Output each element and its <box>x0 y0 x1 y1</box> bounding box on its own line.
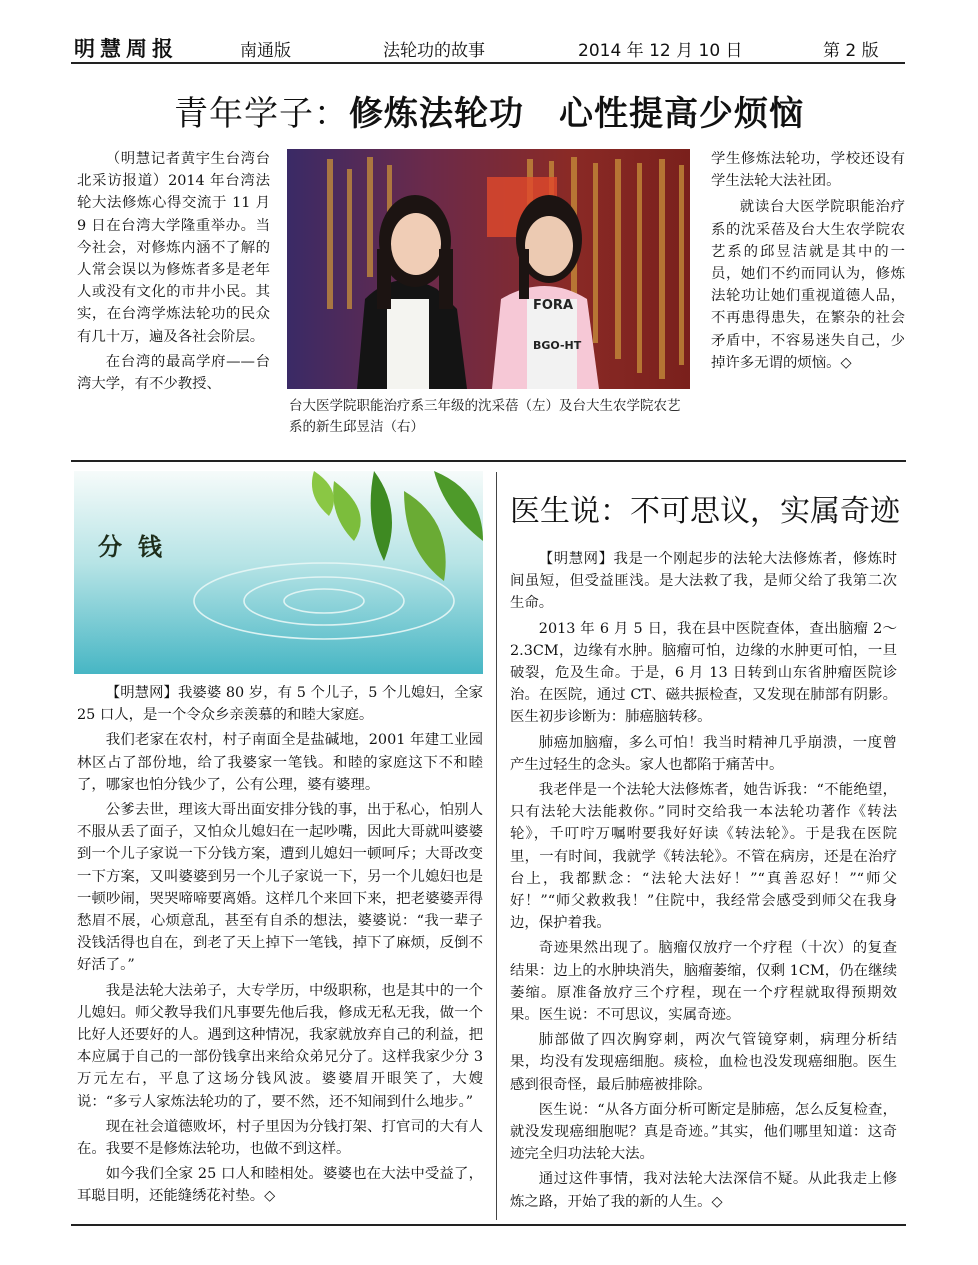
article1-title-main: 修炼法轮功 心性提高少烦恼 <box>349 94 804 134</box>
article1-left-column <box>77 148 270 395</box>
shirt-print-1: FORA <box>533 298 574 313</box>
issue-date: 2014 年 12 月 10 日 <box>578 41 743 61</box>
article3-paragraph: 我老伴是一个法轮大法修炼者，她告诉我：“不能绝望，只有法轮大法能救你。”同时交给我一本法轮功著作《转法轮》，千叮咛万嘱咐要我好好读《转法轮》。于是我在医院里，一有时间，我就学《转法轮》。不管在病房，还是在治疗台上，我都默念：“法轮大法好！”“真善忍好！”“师父好！”“师父救救我！”住院中，我经常会感受到师父在我身边，保护着我。 <box>510 782 897 932</box>
article1-right-column <box>711 148 905 374</box>
article3-paragraph: 肺部做了四次胸穿刺，两次气管镜穿刺，病理分析结果，均没有发现癌细胞。痰检，血检也没发现癌细胞。医生感到很奇怪，最后肺癌被排除。 <box>510 1032 897 1093</box>
article3-body <box>510 548 897 1213</box>
article2-paragraph: 我们老家在农村，村子南面全是盐碱地，2001 年建工业园林区占了部份地，给了我婆家一笔钱。和睦的家庭这下不和睦了，哪家也怕分钱少了，公有公理，婆有婆理。 <box>77 732 483 793</box>
article3-paragraph: 医生说：“从各方面分析可断定是肺癌，怎么反复检查，就没发现癌细胞呢？真是奇迹。”其实，他们哪里知道：这奇迹完全归功法轮大法。 <box>510 1101 897 1163</box>
edition-label: 南通版 <box>240 41 291 61</box>
article2-paragraph: 【明慧网】我婆婆 80 岁，有 5 个儿子，5 个儿媳妇，全家 25 口人，是一个令众乡亲羡慕的和睦大家庭。 <box>77 685 483 724</box>
article1-paragraph: （明慧记者黄宇生台湾台北采访报道）2014 年台湾法轮大法修炼心得交流于 11 月 9 日在台湾大学隆重举办。当今社会，对修炼内涵不了解的人常会误以为修炼者多是老年人或没有文化的市井小民。其实，在台湾学炼法轮功的民众有几十万，遍及各社会阶层。 <box>77 151 270 345</box>
article2-paragraph: 我是法轮大法弟子，大专学历，中级职称，也是其中的一个儿媳妇。师父教导我们凡事要先他后我，修成无私无我，做一个比好人还要好的人。遇到这种情况，我家就放弃自己的利益，把本应属于自己的一部份钱拿出来给众弟兄分了。这样我家少分 3 万元左右，平息了这场分钱风波。婆婆眉开眼笑了，大嫂说：“多亏人家炼法轮功的了，要不然，还不知闹到什么地步。” <box>77 982 483 1110</box>
shirt-print-2: BGO-HT <box>533 339 582 352</box>
section-divider <box>71 460 906 462</box>
article3-title-main: 不可思议，实属奇迹 <box>630 494 900 529</box>
article2-paragraph: 如今我们全家 25 口人和睦相处。婆婆也在大法中受益了，耳聪目明，还能缝绣花衬垫。◇ <box>77 1166 483 1205</box>
footer-rule <box>71 1224 906 1226</box>
article2-banner-label: 分钱 <box>98 532 178 561</box>
article3-title <box>510 486 900 530</box>
article1-paragraph: 就读台大医学院职能治疗系的沈采蓓及台大生农学院农艺系的邱昱洁就是其中的一员，她们不约而同认为，修炼法轮功让她们重视道德人品，不再患得患失，在繁杂的社会矛盾中，不容易迷失自己，少掉许多无谓的烦恼。◇ <box>711 199 905 371</box>
masthead: 明慧周报 <box>74 37 178 61</box>
article3-paragraph: 【明慧网】我是一个刚起步的法轮大法修炼者，修炼时间虽短，但受益匪浅。是大法救了我，是师父给了我第二次生命。 <box>510 551 897 612</box>
article3-paragraph: 通过这件事情，我对法轮大法深信不疑。从此我走上修炼之路，开始了我的新的人生。◇ <box>510 1171 897 1210</box>
article1-photo-caption: 台大医学院职能治疗系三年级的沈采蓓（左）及台大生农学院农艺系的新生邱昱洁（右） <box>289 398 681 435</box>
article3-title-prefix: 医生说： <box>510 494 630 529</box>
section-label: 法轮功的故事 <box>383 41 485 61</box>
header-rule <box>71 62 905 64</box>
article1-paragraph: 学生修炼法轮功，学校还设有学生法轮大法社团。 <box>711 151 905 190</box>
article1-title-prefix: 青年学子： <box>174 94 349 134</box>
article3-paragraph: 2013 年 6 月 5 日，我在县中医院查体，查出脑瘤 2～2.3CM，边缘有水肿。脑瘤可怕，边缘的水肿更可怕，一旦破裂，危及生命。于是，6 月 13 日转到山东省肿瘤医院诊治。在医院，通过 CT、磁共振检查，又发现在肺部有阴影。医生初步诊断为：肺癌脑转移。 <box>510 620 897 726</box>
page-number: 第 2 版 <box>823 41 879 61</box>
article2-paragraph: 公爹去世，理该大哥出面安排分钱的事，出于私心，怕别人不服从丢了面子，又怕众儿媳妇在一起吵嘴，因此大哥就叫婆婆到一个儿子家说一下分钱方案，遭到儿媳妇一顿呵斥；大哥改变一下方案，又叫婆婆到另一个儿子家说一下，另一个儿媳妇也是一顿吵闹，哭哭啼啼要离婚。这样几个来回下来，把老婆婆弄得愁眉不展，心烦意乱，甚至有自杀的想法，婆婆说：“我一辈子没钱活得也自在，到老了天上掉下一笔钱，掉下了麻烦，反倒不好活了。” <box>77 802 483 974</box>
article1-paragraph: 在台湾的最高学府——台湾大学，有不少教授、 <box>77 353 270 393</box>
article1-title <box>0 86 978 135</box>
article1-photo <box>287 149 690 389</box>
article2-banner <box>74 471 483 674</box>
article3-paragraph: 奇迹果然出现了。脑瘤仅放疗一个疗程（十次）的复查结果：边上的水肿块消失，脑瘤萎缩，仅剩 1CM，仍在继续萎缩。原准备放疗三个疗程，现在一个疗程就取得预期效果。医生说：不可思议，实属奇迹。 <box>510 940 897 1024</box>
column-divider <box>496 472 497 1220</box>
article2-body <box>77 682 483 1208</box>
article3-paragraph: 肺癌加脑瘤，多么可怕！我当时精神几乎崩溃，一度曾产生过轻生的念头。家人也都陷于痛苦中。 <box>510 734 897 773</box>
article2-paragraph: 现在社会道德败坏，村子里因为分钱打架、打官司的大有人在。我要不是修炼法轮功，也做不到这样。 <box>77 1118 483 1158</box>
